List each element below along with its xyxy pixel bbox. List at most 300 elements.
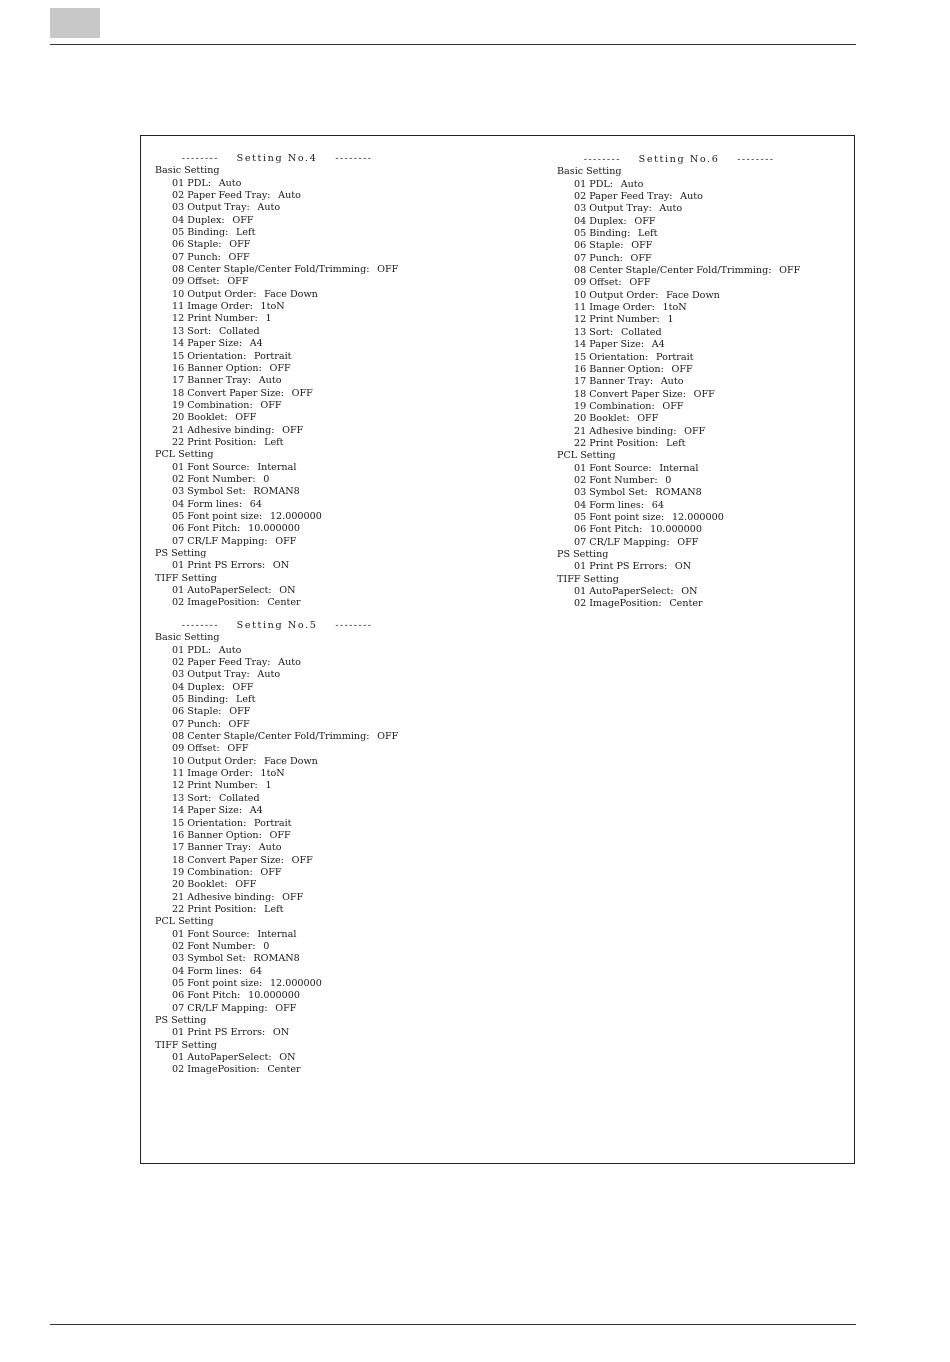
setting-item-value: OFF xyxy=(693,388,715,400)
setting-item xyxy=(155,830,398,842)
setting-item xyxy=(155,731,398,743)
setting-item-value: Left xyxy=(236,694,256,706)
setting-item-value: OFF xyxy=(677,536,699,548)
setting-item-value: Collated xyxy=(620,326,662,338)
setting-item-value: Auto xyxy=(278,657,301,669)
setting-item-value: ON xyxy=(272,1027,290,1039)
setting-item-label: 22 Print Position: xyxy=(172,903,257,915)
setting-item xyxy=(155,597,398,609)
setting-item-label: 06 Font Pitch: xyxy=(574,524,643,536)
setting-item-label: 10 Output Order: xyxy=(574,289,659,301)
setting-item-label: 15 Orientation: xyxy=(172,817,247,829)
setting-item-value: 64 xyxy=(249,498,262,510)
setting-item-value: Internal xyxy=(659,462,699,474)
setting-item-value: 12.000000 xyxy=(671,511,724,523)
header-rule xyxy=(50,44,856,45)
setting-item xyxy=(557,487,800,499)
setting-item xyxy=(155,412,398,424)
setting-item-value: OFF xyxy=(631,240,653,252)
setting-item-value: 0 xyxy=(665,474,672,486)
setting-item-value: OFF xyxy=(228,251,250,263)
setting-item xyxy=(557,314,800,326)
setting-item-label: 12 Print Number: xyxy=(172,313,258,325)
setting-item xyxy=(155,743,398,755)
setting-item-value: OFF xyxy=(227,743,249,755)
setting-item-label: 08 Center Staple/Center Fold/Trimming: xyxy=(172,731,370,743)
setting-item xyxy=(155,313,398,325)
setting-item-value: OFF xyxy=(229,706,251,718)
setting-item-label: 01 Print PS Errors: xyxy=(172,1027,266,1039)
setting-item xyxy=(557,339,800,351)
setting-item xyxy=(155,363,398,375)
section-heading-ps: PS Setting xyxy=(155,1015,207,1026)
setting-item-value: OFF xyxy=(235,412,257,424)
setting-item-label: 01 AutoPaperSelect: xyxy=(574,586,674,598)
setting-item-label: 10 Output Order: xyxy=(172,755,257,767)
setting-item-value: 1toN xyxy=(662,302,687,314)
setting-item-value: ROMAN8 xyxy=(253,486,300,498)
setting-item-value: Left xyxy=(264,903,284,915)
setting-item-value: OFF xyxy=(291,854,313,866)
setting-item xyxy=(155,756,398,768)
setting-title-text: Setting No.6 xyxy=(638,154,720,165)
setting-item-label: 07 Punch: xyxy=(172,718,221,730)
setting-item xyxy=(155,645,398,657)
setting-item-value: Auto xyxy=(218,177,242,189)
setting-item xyxy=(155,511,398,523)
setting-item xyxy=(557,352,800,364)
setting-item xyxy=(557,302,800,314)
setting-item xyxy=(155,388,398,400)
setting-item-label: 18 Convert Paper Size: xyxy=(574,388,686,400)
setting-item xyxy=(557,524,800,536)
setting-item-label: 06 Staple: xyxy=(172,706,222,718)
setting-item-value: 10.000000 xyxy=(248,990,300,1002)
setting-item xyxy=(155,768,398,780)
section-heading-ps: PS Setting xyxy=(155,548,207,559)
setting-item-value: OFF xyxy=(275,535,297,547)
setting-item-value: Left xyxy=(666,437,686,449)
setting-item xyxy=(155,227,398,239)
setting-item-label: 10 Output Order: xyxy=(172,288,257,300)
setting-item xyxy=(155,264,398,276)
setting-item-label: 17 Banner Tray: xyxy=(172,842,252,854)
setting-item xyxy=(155,941,398,953)
section-heading-tiff: TIFF Setting xyxy=(557,573,619,585)
setting-item-value: OFF xyxy=(282,424,304,436)
setting-item-label: 11 Image Order: xyxy=(574,302,655,314)
setting-item-label: 01 Font Source: xyxy=(574,462,652,474)
setting-item-value: 0 xyxy=(263,940,270,952)
setting-item-value: Portrait xyxy=(254,350,292,362)
setting-item-label: 02 ImagePosition: xyxy=(574,598,662,610)
setting-item-value: Internal xyxy=(257,928,297,940)
setting-item xyxy=(557,561,800,573)
setting-item-value: OFF xyxy=(684,425,706,437)
setting-item-label: 02 Font Number: xyxy=(172,940,256,952)
title-dashes-left: -------- xyxy=(181,620,219,631)
setting-item-value: Portrait xyxy=(254,817,292,829)
setting-item-value: 10.000000 xyxy=(650,524,702,536)
setting-item xyxy=(557,512,800,524)
setting-item-value: OFF xyxy=(232,214,254,226)
setting-item xyxy=(155,301,398,313)
setting-item xyxy=(557,216,800,228)
setting-item-value: 10.000000 xyxy=(248,523,300,535)
setting-item-label: 07 Punch: xyxy=(172,251,221,263)
setting-item xyxy=(155,966,398,978)
setting-block-5 xyxy=(155,620,398,1077)
setting-item xyxy=(155,560,398,572)
setting-item xyxy=(557,413,800,425)
setting-item xyxy=(557,265,800,277)
setting-item xyxy=(155,276,398,288)
title-dashes-right: -------- xyxy=(737,154,775,165)
setting-item-value: Left xyxy=(638,228,658,240)
setting-item xyxy=(155,904,398,916)
setting-item-label: 21 Adhesive binding: xyxy=(172,424,275,436)
setting-item-label: 07 CR/LF Mapping: xyxy=(172,535,268,547)
setting-item-value: OFF xyxy=(232,681,254,693)
setting-item xyxy=(155,585,398,597)
setting-item-value: ON xyxy=(279,1052,296,1064)
setting-item-label: 01 Font Source: xyxy=(172,928,250,940)
setting-item xyxy=(557,277,800,289)
setting-item xyxy=(155,682,398,694)
setting-item-value: Auto xyxy=(258,375,282,387)
setting-item-value: OFF xyxy=(260,866,282,878)
setting-item-label: 02 Font Number: xyxy=(172,473,256,485)
title-dashes-right: -------- xyxy=(335,620,373,631)
setting-item xyxy=(155,879,398,891)
setting-item xyxy=(155,202,398,214)
setting-item-value: OFF xyxy=(671,363,693,375)
setting-item xyxy=(155,805,398,817)
setting-item-label: 20 Booklet: xyxy=(574,413,630,425)
setting-item-label: 05 Font point size: xyxy=(574,511,665,523)
section-heading-ps: PS Setting xyxy=(557,549,609,560)
setting-item xyxy=(155,425,398,437)
setting-item-value: 64 xyxy=(249,965,262,977)
section-heading-basic: Basic Setting xyxy=(155,165,220,177)
setting-item xyxy=(155,657,398,669)
setting-item-value: 1toN xyxy=(260,301,285,313)
setting-item-label: 07 CR/LF Mapping: xyxy=(574,536,670,548)
setting-item-value: OFF xyxy=(637,413,659,425)
setting-item-value: ROMAN8 xyxy=(655,487,702,499)
setting-item-label: 02 ImagePosition: xyxy=(172,1064,260,1076)
setting-item-label: 20 Booklet: xyxy=(172,412,228,424)
setting-item xyxy=(557,389,800,401)
setting-item-label: 14 Paper Size: xyxy=(574,339,645,351)
setting-item xyxy=(557,179,800,191)
setting-item-label: 04 Form lines: xyxy=(172,965,243,977)
setting-item-label: 04 Form lines: xyxy=(172,498,243,510)
setting-item xyxy=(155,929,398,941)
section-heading-pcl: PCL Setting xyxy=(557,450,616,462)
setting-item-value: 1 xyxy=(265,780,272,792)
setting-item-value: OFF xyxy=(260,399,282,411)
setting-title xyxy=(155,153,398,165)
setting-item-label: 05 Font point size: xyxy=(172,977,263,989)
setting-item-value: A4 xyxy=(651,339,665,351)
setting-item-label: 13 Sort: xyxy=(172,325,212,337)
setting-item-label: 02 Paper Feed Tray: xyxy=(574,191,673,203)
setting-item xyxy=(155,793,398,805)
setting-item-value: 0 xyxy=(263,473,270,485)
setting-item xyxy=(155,536,398,548)
setting-item-value: 1 xyxy=(265,313,272,325)
setting-item-label: 01 PDL: xyxy=(172,177,212,189)
setting-title xyxy=(155,620,398,632)
setting-item xyxy=(557,364,800,376)
section-heading-basic: Basic Setting xyxy=(557,166,622,178)
setting-title-text: Setting No.4 xyxy=(236,153,318,164)
setting-item-label: 08 Center Staple/Center Fold/Trimming: xyxy=(574,265,772,277)
setting-item xyxy=(557,537,800,549)
setting-item xyxy=(155,462,398,474)
setting-item-label: 21 Adhesive binding: xyxy=(574,425,677,437)
setting-item xyxy=(155,190,398,202)
setting-item xyxy=(155,474,398,486)
setting-item-value: Auto xyxy=(620,178,644,190)
setting-item xyxy=(155,289,398,301)
setting-item xyxy=(557,463,800,475)
section-heading-tiff: TIFF Setting xyxy=(155,572,217,584)
setting-item xyxy=(155,953,398,965)
setting-item xyxy=(557,586,800,598)
title-dashes-right: -------- xyxy=(335,153,373,164)
setting-item-label: 01 AutoPaperSelect: xyxy=(172,1052,272,1064)
setting-item xyxy=(155,215,398,227)
setting-item xyxy=(155,375,398,387)
setting-item-value: OFF xyxy=(275,1002,297,1014)
setting-item-label: 04 Duplex: xyxy=(172,681,225,693)
setting-item xyxy=(557,500,800,512)
setting-item-value: Center xyxy=(267,1064,301,1076)
setting-item xyxy=(155,326,398,338)
setting-item-label: 02 Paper Feed Tray: xyxy=(172,657,271,669)
setting-item xyxy=(155,706,398,718)
setting-item xyxy=(155,252,398,264)
setting-item xyxy=(155,892,398,904)
setting-item-label: 06 Staple: xyxy=(574,240,624,252)
setting-item xyxy=(155,523,398,535)
setting-item xyxy=(155,719,398,731)
setting-item xyxy=(155,178,398,190)
setting-item-label: 22 Print Position: xyxy=(172,436,257,448)
setting-item-value: OFF xyxy=(377,731,399,743)
setting-item xyxy=(557,327,800,339)
setting-item-value: OFF xyxy=(634,215,656,227)
section-heading-pcl: PCL Setting xyxy=(155,916,214,928)
setting-item xyxy=(155,842,398,854)
setting-item-label: 11 Image Order: xyxy=(172,768,253,780)
setting-item xyxy=(557,203,800,215)
setting-item-value: 1 xyxy=(667,314,674,326)
setting-item xyxy=(557,401,800,413)
setting-item-label: 05 Binding: xyxy=(172,227,229,239)
setting-item-value: Auto xyxy=(218,644,242,656)
setting-item-label: 20 Booklet: xyxy=(172,879,228,891)
setting-item-label: 03 Output Tray: xyxy=(172,669,250,681)
setting-item-label: 09 Offset: xyxy=(172,276,220,288)
setting-item-label: 15 Orientation: xyxy=(574,351,649,363)
setting-item-value: OFF xyxy=(662,400,684,412)
setting-block-4 xyxy=(155,153,398,610)
page-corner-tab xyxy=(50,8,100,38)
footer-rule xyxy=(50,1324,856,1325)
setting-item-label: 19 Combination: xyxy=(574,400,655,412)
setting-item-label: 07 CR/LF Mapping: xyxy=(172,1002,268,1014)
setting-item-label: 01 PDL: xyxy=(172,644,212,656)
setting-item-value: 12.000000 xyxy=(269,977,322,989)
setting-item-value: OFF xyxy=(377,264,399,276)
setting-item-label: 04 Form lines: xyxy=(574,499,645,511)
setting-item-value: ROMAN8 xyxy=(253,953,300,965)
setting-item-label: 05 Binding: xyxy=(574,228,631,240)
setting-item-label: 06 Staple: xyxy=(172,239,222,251)
setting-item-label: 05 Font point size: xyxy=(172,510,263,522)
setting-item-label: 16 Banner Option: xyxy=(574,363,664,375)
setting-item-label: 03 Symbol Set: xyxy=(172,486,246,498)
setting-item-value: ON xyxy=(279,585,296,597)
setting-item xyxy=(155,867,398,879)
setting-item-value: OFF xyxy=(228,718,250,730)
setting-item-value: A4 xyxy=(249,338,263,350)
setting-item-label: 12 Print Number: xyxy=(574,314,660,326)
setting-item-value: Center xyxy=(669,598,703,610)
setting-item-value: OFF xyxy=(269,362,291,374)
title-dashes-left: -------- xyxy=(181,153,219,164)
setting-item-value: ON xyxy=(272,560,290,572)
setting-item xyxy=(155,1027,398,1039)
setting-item-label: 18 Convert Paper Size: xyxy=(172,387,284,399)
setting-item-value: ON xyxy=(681,586,698,598)
setting-item-label: 11 Image Order: xyxy=(172,301,253,313)
setting-item xyxy=(557,426,800,438)
setting-item-value: ON xyxy=(674,561,692,573)
setting-item-label: 02 ImagePosition: xyxy=(172,597,260,609)
setting-item-value: Face Down xyxy=(666,289,720,301)
setting-item xyxy=(557,240,800,252)
setting-item-value: OFF xyxy=(227,276,249,288)
setting-item xyxy=(557,191,800,203)
setting-item-label: 13 Sort: xyxy=(172,792,212,804)
setting-item xyxy=(155,338,398,350)
setting-item xyxy=(557,438,800,450)
setting-title xyxy=(557,154,800,166)
setting-item-value: OFF xyxy=(630,252,652,264)
setting-item-label: 16 Banner Option: xyxy=(172,829,262,841)
setting-item-value: OFF xyxy=(269,829,291,841)
setting-item xyxy=(155,694,398,706)
setting-item-value: Center xyxy=(267,597,301,609)
setting-item-value: Collated xyxy=(218,325,260,337)
setting-item xyxy=(155,818,398,830)
setting-item-label: 04 Duplex: xyxy=(172,214,225,226)
setting-item-value: OFF xyxy=(229,239,251,251)
setting-item-label: 01 Print PS Errors: xyxy=(172,560,266,572)
setting-item-label: 19 Combination: xyxy=(172,866,253,878)
setting-item xyxy=(155,1052,398,1064)
setting-item-label: 03 Symbol Set: xyxy=(172,953,246,965)
setting-item-value: OFF xyxy=(282,891,304,903)
setting-item-label: 12 Print Number: xyxy=(172,780,258,792)
setting-item xyxy=(155,855,398,867)
setting-item-label: 01 AutoPaperSelect: xyxy=(172,585,272,597)
setting-item-label: 14 Paper Size: xyxy=(172,338,243,350)
setting-item xyxy=(155,239,398,251)
setting-item xyxy=(155,780,398,792)
setting-item-value: A4 xyxy=(249,805,263,817)
setting-item xyxy=(557,290,800,302)
setting-item-value: Face Down xyxy=(264,755,318,767)
setting-item-label: 16 Banner Option: xyxy=(172,362,262,374)
setting-item-label: 19 Combination: xyxy=(172,399,253,411)
setting-item xyxy=(557,228,800,240)
setting-item-value: Face Down xyxy=(264,288,318,300)
setting-item-value: 1toN xyxy=(260,768,285,780)
setting-item-label: 22 Print Position: xyxy=(574,437,659,449)
setting-item xyxy=(155,1064,398,1076)
setting-item-value: Auto xyxy=(258,842,282,854)
setting-item-label: 07 Punch: xyxy=(574,252,623,264)
setting-item-label: 04 Duplex: xyxy=(574,215,627,227)
setting-item xyxy=(557,475,800,487)
setting-item-label: 06 Font Pitch: xyxy=(172,523,241,535)
setting-item xyxy=(155,499,398,511)
setting-item-value: Auto xyxy=(660,376,684,388)
setting-item xyxy=(155,351,398,363)
setting-item-label: 03 Output Tray: xyxy=(172,202,250,214)
setting-block-6 xyxy=(557,154,800,611)
setting-item-label: 14 Paper Size: xyxy=(172,805,243,817)
setting-item-label: 03 Symbol Set: xyxy=(574,487,648,499)
setting-item-value: Portrait xyxy=(656,351,694,363)
setting-item-value: Left xyxy=(236,227,256,239)
setting-item-value: OFF xyxy=(629,277,651,289)
setting-item-label: 05 Binding: xyxy=(172,694,229,706)
setting-item-value: Auto xyxy=(257,669,281,681)
setting-item-label: 01 PDL: xyxy=(574,178,614,190)
setting-item-label: 09 Offset: xyxy=(574,277,622,289)
section-heading-basic: Basic Setting xyxy=(155,632,220,644)
setting-item-value: Collated xyxy=(218,792,260,804)
setting-item-value: Internal xyxy=(257,461,297,473)
setting-item-value: 12.000000 xyxy=(269,510,322,522)
setting-item xyxy=(155,669,398,681)
setting-item-label: 08 Center Staple/Center Fold/Trimming: xyxy=(172,264,370,276)
setting-item-label: 18 Convert Paper Size: xyxy=(172,854,284,866)
printout-frame xyxy=(140,135,855,1164)
setting-item xyxy=(155,1003,398,1015)
setting-item-value: OFF xyxy=(291,387,313,399)
setting-item-label: 01 Font Source: xyxy=(172,461,250,473)
setting-item xyxy=(155,978,398,990)
setting-item-value: 64 xyxy=(651,499,664,511)
setting-item-label: 17 Banner Tray: xyxy=(172,375,252,387)
setting-item-label: 02 Paper Feed Tray: xyxy=(172,190,271,202)
setting-item-label: 13 Sort: xyxy=(574,326,614,338)
setting-item-label: 09 Offset: xyxy=(172,743,220,755)
setting-item-label: 17 Banner Tray: xyxy=(574,376,654,388)
setting-item-value: OFF xyxy=(235,879,257,891)
setting-title-text: Setting No.5 xyxy=(236,620,318,631)
setting-item-label: 06 Font Pitch: xyxy=(172,990,241,1002)
setting-item-label: 03 Output Tray: xyxy=(574,203,652,215)
setting-item-label: 15 Orientation: xyxy=(172,350,247,362)
